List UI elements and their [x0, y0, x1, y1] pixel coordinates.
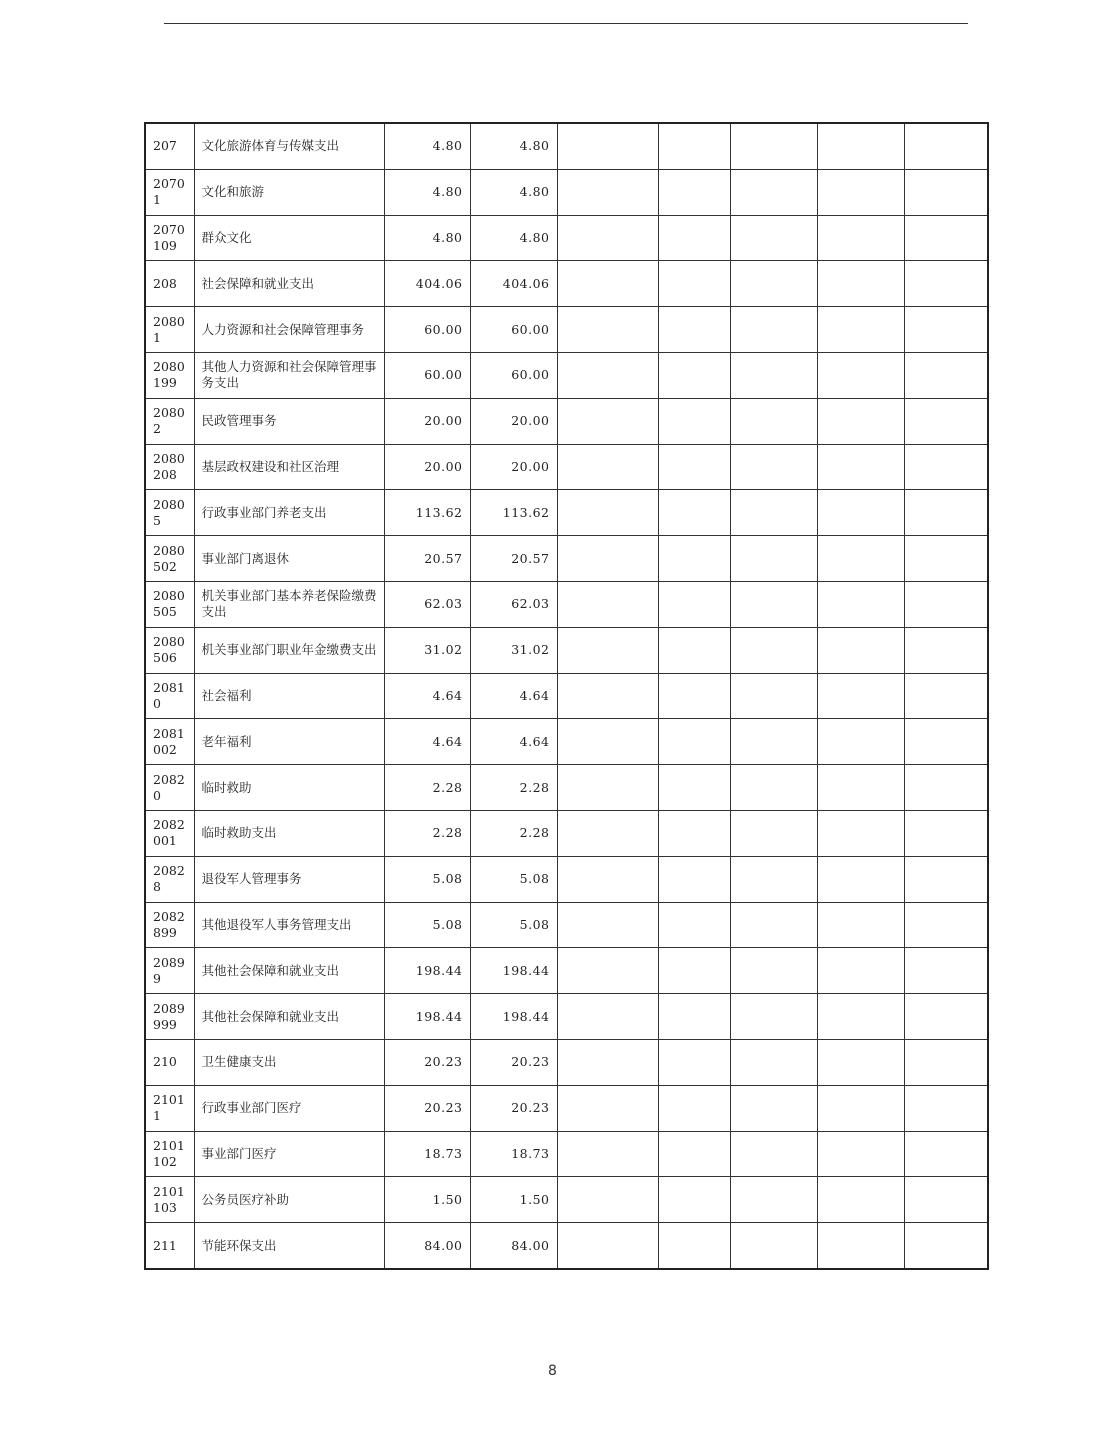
cell-empty: [658, 352, 730, 398]
cell-empty: [817, 215, 904, 261]
cell-empty: [658, 719, 730, 765]
table-row: [145, 444, 988, 490]
cell-empty: [904, 1177, 988, 1223]
table-row: [145, 948, 988, 994]
cell-empty: [658, 444, 730, 490]
cell-basic: 1.50: [470, 1177, 557, 1223]
cell-total: 20.57: [384, 536, 470, 582]
cell-empty: [904, 902, 988, 948]
table-row: [145, 994, 988, 1040]
cell-empty: [658, 215, 730, 261]
cell-empty: [658, 1085, 730, 1131]
cell-name: 临时救助: [194, 765, 384, 811]
cell-basic: 404.06: [470, 261, 557, 307]
cell-code: 20899: [145, 948, 194, 994]
cell-empty: [658, 1039, 730, 1085]
cell-empty: [730, 215, 817, 261]
cell-total: 4.64: [384, 673, 470, 719]
table-row: [145, 398, 988, 444]
cell-empty: [817, 902, 904, 948]
cell-total: 4.64: [384, 719, 470, 765]
cell-empty: [557, 765, 658, 811]
cell-total: 198.44: [384, 948, 470, 994]
cell-empty: [557, 719, 658, 765]
cell-empty: [730, 856, 817, 902]
cell-name: 社会保障和就业支出: [194, 261, 384, 307]
cell-total: 60.00: [384, 307, 470, 353]
cell-empty: [817, 627, 904, 673]
cell-basic: 4.80: [470, 215, 557, 261]
cell-empty: [817, 490, 904, 536]
cell-empty: [904, 1085, 988, 1131]
table-row: [145, 856, 988, 902]
cell-empty: [557, 810, 658, 856]
cell-total: 84.00: [384, 1223, 470, 1269]
cell-basic: 4.64: [470, 719, 557, 765]
table-row: [145, 352, 988, 398]
cell-total: 198.44: [384, 994, 470, 1040]
cell-empty: [730, 398, 817, 444]
cell-basic: 60.00: [470, 307, 557, 353]
cell-empty: [658, 490, 730, 536]
cell-empty: [557, 1177, 658, 1223]
cell-name: 社会福利: [194, 673, 384, 719]
cell-name: 其他社会保障和就业支出: [194, 948, 384, 994]
cell-empty: [817, 169, 904, 215]
table-row: [145, 1131, 988, 1177]
cell-empty: [904, 490, 988, 536]
cell-name: 事业部门医疗: [194, 1131, 384, 1177]
cell-empty: [817, 994, 904, 1040]
table-body: [145, 123, 988, 1269]
cell-empty: [730, 902, 817, 948]
cell-empty: [658, 581, 730, 627]
table-row: [145, 169, 988, 215]
cell-empty: [730, 261, 817, 307]
table-row: [145, 307, 988, 353]
cell-total: 18.73: [384, 1131, 470, 1177]
cell-code: 20828: [145, 856, 194, 902]
cell-empty: [817, 1131, 904, 1177]
cell-total: 4.80: [384, 215, 470, 261]
cell-empty: [557, 536, 658, 582]
cell-code: 20701: [145, 169, 194, 215]
cell-total: 62.03: [384, 581, 470, 627]
cell-empty: [730, 627, 817, 673]
cell-empty: [557, 352, 658, 398]
cell-empty: [730, 581, 817, 627]
cell-code: 2080208: [145, 444, 194, 490]
cell-empty: [817, 948, 904, 994]
cell-empty: [730, 1131, 817, 1177]
table-row: [145, 1177, 988, 1223]
cell-total: 60.00: [384, 352, 470, 398]
cell-total: 5.08: [384, 902, 470, 948]
table-row: [145, 627, 988, 673]
cell-empty: [557, 673, 658, 719]
cell-empty: [658, 307, 730, 353]
cell-empty: [904, 398, 988, 444]
cell-empty: [658, 123, 730, 169]
cell-code: 210: [145, 1039, 194, 1085]
table-row: [145, 902, 988, 948]
cell-basic: 60.00: [470, 352, 557, 398]
cell-name: 事业部门离退休: [194, 536, 384, 582]
cell-name: 文化旅游体育与传媒支出: [194, 123, 384, 169]
cell-empty: [730, 765, 817, 811]
cell-empty: [658, 261, 730, 307]
cell-empty: [557, 994, 658, 1040]
cell-basic: 2.28: [470, 765, 557, 811]
cell-empty: [904, 123, 988, 169]
table-row: [145, 1223, 988, 1269]
cell-code: 2080199: [145, 352, 194, 398]
table-row: [145, 810, 988, 856]
cell-empty: [658, 169, 730, 215]
cell-empty: [817, 765, 904, 811]
cell-code: 2101103: [145, 1177, 194, 1223]
cell-empty: [730, 810, 817, 856]
cell-basic: 20.23: [470, 1039, 557, 1085]
cell-empty: [817, 398, 904, 444]
cell-basic: 2.28: [470, 810, 557, 856]
cell-empty: [658, 536, 730, 582]
cell-empty: [730, 1223, 817, 1269]
cell-empty: [658, 1131, 730, 1177]
cell-basic: 198.44: [470, 948, 557, 994]
cell-empty: [817, 307, 904, 353]
cell-empty: [730, 1177, 817, 1223]
cell-name: 节能环保支出: [194, 1223, 384, 1269]
cell-empty: [730, 123, 817, 169]
cell-empty: [817, 444, 904, 490]
cell-empty: [658, 673, 730, 719]
cell-empty: [557, 123, 658, 169]
cell-basic: 62.03: [470, 581, 557, 627]
cell-empty: [557, 581, 658, 627]
cell-empty: [557, 856, 658, 902]
cell-empty: [557, 398, 658, 444]
cell-empty: [904, 307, 988, 353]
cell-basic: 198.44: [470, 994, 557, 1040]
cell-empty: [904, 765, 988, 811]
cell-basic: 4.80: [470, 123, 557, 169]
table-row: [145, 1085, 988, 1131]
cell-empty: [658, 1177, 730, 1223]
cell-total: 20.00: [384, 444, 470, 490]
cell-empty: [730, 994, 817, 1040]
cell-empty: [730, 307, 817, 353]
cell-total: 4.80: [384, 123, 470, 169]
cell-empty: [904, 948, 988, 994]
cell-basic: 5.08: [470, 856, 557, 902]
cell-basic: 18.73: [470, 1131, 557, 1177]
cell-total: 5.08: [384, 856, 470, 902]
cell-empty: [557, 902, 658, 948]
cell-name: 民政管理事务: [194, 398, 384, 444]
cell-empty: [904, 994, 988, 1040]
cell-basic: 4.80: [470, 169, 557, 215]
cell-empty: [817, 123, 904, 169]
cell-empty: [904, 1223, 988, 1269]
cell-empty: [904, 536, 988, 582]
cell-code: 2080505: [145, 581, 194, 627]
cell-code: 20805: [145, 490, 194, 536]
cell-empty: [904, 627, 988, 673]
cell-empty: [730, 948, 817, 994]
cell-empty: [730, 352, 817, 398]
cell-empty: [730, 1039, 817, 1085]
table-row: [145, 719, 988, 765]
cell-empty: [817, 810, 904, 856]
cell-empty: [658, 902, 730, 948]
cell-empty: [817, 1177, 904, 1223]
budget-table: [144, 122, 989, 1270]
cell-basic: 20.00: [470, 444, 557, 490]
cell-empty: [904, 1039, 988, 1085]
cell-basic: 84.00: [470, 1223, 557, 1269]
cell-name: 机关事业部门职业年金缴费支出: [194, 627, 384, 673]
cell-code: 2101102: [145, 1131, 194, 1177]
cell-empty: [658, 765, 730, 811]
table-row: [145, 1039, 988, 1085]
cell-name: 文化和旅游: [194, 169, 384, 215]
cell-name: 其他人力资源和社会保障管理事务支出: [194, 352, 384, 398]
cell-empty: [557, 1039, 658, 1085]
cell-empty: [658, 398, 730, 444]
cell-total: 20.23: [384, 1085, 470, 1131]
cell-name: 退役军人管理事务: [194, 856, 384, 902]
cell-empty: [817, 1223, 904, 1269]
cell-empty: [730, 719, 817, 765]
cell-name: 老年福利: [194, 719, 384, 765]
cell-empty: [557, 215, 658, 261]
cell-empty: [557, 948, 658, 994]
cell-total: 404.06: [384, 261, 470, 307]
cell-code: 20810: [145, 673, 194, 719]
cell-empty: [817, 536, 904, 582]
cell-name: 机关事业部门基本养老保险缴费支出: [194, 581, 384, 627]
cell-code: 21011: [145, 1085, 194, 1131]
cell-total: 20.23: [384, 1039, 470, 1085]
cell-code: 2081002: [145, 719, 194, 765]
cell-empty: [557, 627, 658, 673]
cell-empty: [817, 719, 904, 765]
cell-total: 2.28: [384, 765, 470, 811]
cell-empty: [557, 307, 658, 353]
cell-empty: [817, 1039, 904, 1085]
table-row: [145, 490, 988, 536]
cell-name: 卫生健康支出: [194, 1039, 384, 1085]
cell-name: 行政事业部门医疗: [194, 1085, 384, 1131]
cell-empty: [557, 490, 658, 536]
cell-empty: [904, 215, 988, 261]
cell-code: 20820: [145, 765, 194, 811]
cell-empty: [557, 444, 658, 490]
cell-empty: [730, 673, 817, 719]
cell-empty: [817, 581, 904, 627]
cell-empty: [557, 261, 658, 307]
cell-empty: [730, 1085, 817, 1131]
cell-basic: 20.00: [470, 398, 557, 444]
cell-empty: [730, 490, 817, 536]
cell-empty: [904, 719, 988, 765]
table-row: [145, 123, 988, 169]
cell-code: 208: [145, 261, 194, 307]
cell-empty: [904, 673, 988, 719]
cell-empty: [730, 444, 817, 490]
cell-code: 2080506: [145, 627, 194, 673]
cell-empty: [904, 856, 988, 902]
cell-total: 20.00: [384, 398, 470, 444]
cell-code: 20801: [145, 307, 194, 353]
cell-empty: [904, 261, 988, 307]
cell-total: 4.80: [384, 169, 470, 215]
cell-empty: [658, 627, 730, 673]
cell-empty: [817, 856, 904, 902]
cell-total: 2.28: [384, 810, 470, 856]
cell-basic: 4.64: [470, 673, 557, 719]
cell-empty: [557, 1131, 658, 1177]
cell-code: 2089999: [145, 994, 194, 1040]
table-row: [145, 765, 988, 811]
table-row: [145, 215, 988, 261]
cell-code: 211: [145, 1223, 194, 1269]
cell-empty: [904, 810, 988, 856]
cell-empty: [730, 536, 817, 582]
cell-code: 2082001: [145, 810, 194, 856]
cell-empty: [817, 352, 904, 398]
cell-empty: [904, 444, 988, 490]
cell-name: 群众文化: [194, 215, 384, 261]
cell-empty: [658, 856, 730, 902]
cell-empty: [817, 673, 904, 719]
cell-name: 公务员医疗补助: [194, 1177, 384, 1223]
table-row: [145, 673, 988, 719]
cell-empty: [904, 352, 988, 398]
cell-basic: 20.23: [470, 1085, 557, 1131]
cell-name: 基层政权建设和社区治理: [194, 444, 384, 490]
cell-empty: [658, 994, 730, 1040]
cell-name: 其他社会保障和就业支出: [194, 994, 384, 1040]
cell-empty: [904, 169, 988, 215]
cell-empty: [658, 810, 730, 856]
cell-empty: [658, 1223, 730, 1269]
cell-code: 2080502: [145, 536, 194, 582]
cell-code: 2082899: [145, 902, 194, 948]
cell-name: 人力资源和社会保障管理事务: [194, 307, 384, 353]
cell-basic: 20.57: [470, 536, 557, 582]
cell-empty: [904, 1131, 988, 1177]
cell-empty: [557, 1085, 658, 1131]
cell-empty: [557, 169, 658, 215]
cell-empty: [557, 1223, 658, 1269]
cell-code: 2070109: [145, 215, 194, 261]
cell-code: 207: [145, 123, 194, 169]
cell-code: 20802: [145, 398, 194, 444]
cell-basic: 31.02: [470, 627, 557, 673]
table-row: [145, 536, 988, 582]
cell-name: 行政事业部门养老支出: [194, 490, 384, 536]
header-rule: [164, 23, 968, 24]
cell-name: 其他退役军人事务管理支出: [194, 902, 384, 948]
cell-empty: [817, 261, 904, 307]
table-row: [145, 581, 988, 627]
cell-total: 31.02: [384, 627, 470, 673]
cell-empty: [730, 169, 817, 215]
cell-basic: 113.62: [470, 490, 557, 536]
cell-empty: [817, 1085, 904, 1131]
cell-empty: [904, 581, 988, 627]
cell-empty: [658, 948, 730, 994]
cell-name: 临时救助支出: [194, 810, 384, 856]
page-number: 8: [548, 1363, 557, 1379]
cell-total: 1.50: [384, 1177, 470, 1223]
cell-total: 113.62: [384, 490, 470, 536]
cell-basic: 5.08: [470, 902, 557, 948]
table-row: [145, 261, 988, 307]
